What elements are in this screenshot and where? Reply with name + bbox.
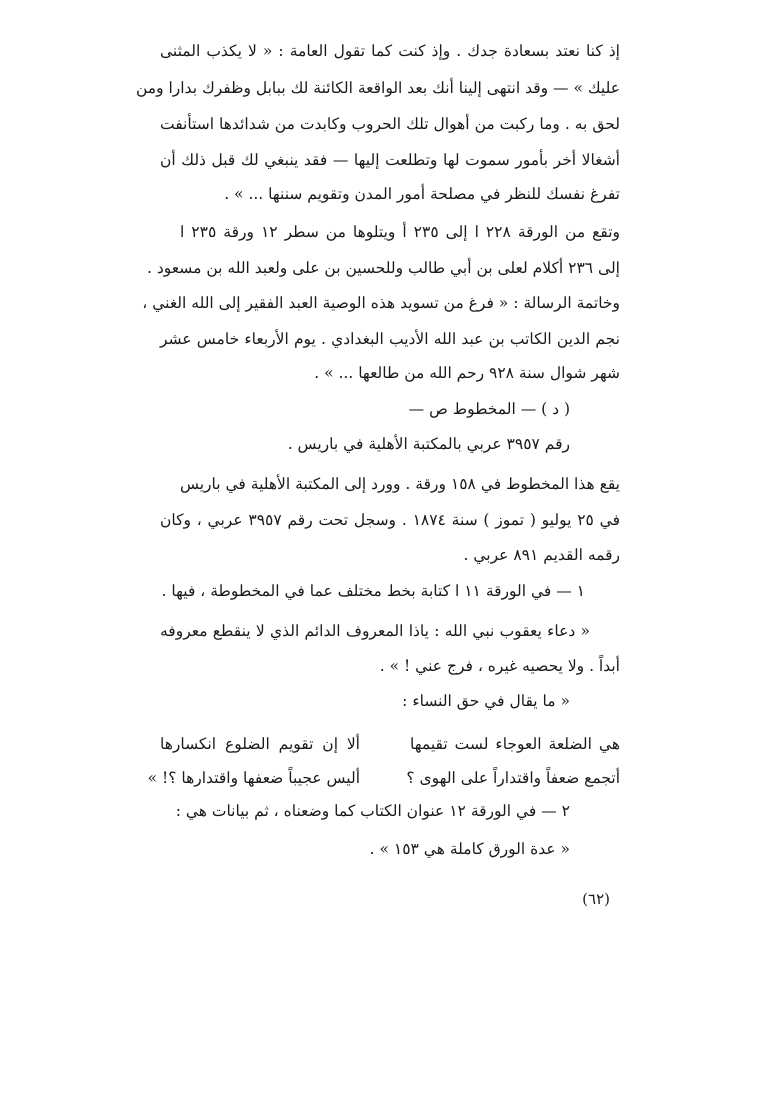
quote-1-line-2: أبداً . ولا يحصيه غيره ، فرج عني ! » . <box>379 657 620 675</box>
poem-verse-2-second: أليس عجيباً ضعفها واقتدارها ؟! » <box>147 769 360 787</box>
item-2-quote: « عدة الورق كاملة هي ١٥٣ » . <box>369 840 570 858</box>
paragraph-1-line-2: عليك » — وقد انتهى إلينا أنك بعد الواقعة الكائنة لك ببابل وظفرك بدارا ومن <box>135 79 620 97</box>
paragraph-3-line-3: شهر شوال سنة ٩٢٨ رحم الله من طالعها ... » . <box>314 364 620 382</box>
paragraph-2-line-1: وتقع من الورقة ٢٢٨ ا إلى ٢٣٥ أ ويتلوها من سطر ١٢ ورقة ٢٣٥ ا <box>180 223 621 241</box>
paragraph-1-line-4: أشغالا أخر بأمور سموت لها وتطلعت إليها — فقد ينبغي لك قبل ذلك أن <box>160 151 620 169</box>
paragraph-4-line-1: يقع هذا المخطوط في ١٥٨ ورقة . وورد إلى المكتبة الأهلية في باريس <box>179 475 620 493</box>
paragraph-1-line-5: تفرغ نفسك للنظر في مصلحة أمور المدن وتقويم سننها ... » . <box>224 185 620 203</box>
paragraph-4-line-2: في ٢٥ يوليو ( تموز ) سنة ١٨٧٤ . وسجل تحت رقم ٣٩٥٧ عربي ، وكان <box>160 511 620 529</box>
paragraph-1-line-1: إذ كنا نعتد بسعادة جدك . وإذ كنت كما تقول العامة : « لا يكذب المثنى <box>160 42 620 60</box>
section-heading: ( د ) — المخطوط ص — <box>408 400 570 418</box>
poem-verse-1-second: ألا إن تقويم الضلوع انكسارها <box>160 735 360 753</box>
manuscript-number: رقم ٣٩٥٧ عربي بالمكتبة الأهلية في باريس . <box>287 435 570 453</box>
page-number: (٦٢) <box>582 890 610 908</box>
paragraph-3-line-2: نجم الدين الكاتب بن عبد الله الأديب البغدادي . يوم الأربعاء خامس عشر <box>160 330 620 348</box>
paragraph-4-line-3: رقمه القديم ٨٩١ عربي . <box>463 546 620 564</box>
quote-1-line-1: « دعاء يعقوب نبي الله : ياذا المعروف الدائم الذي لا ينقطع معروفه <box>160 622 590 640</box>
quote-2-intro: « ما يقال في حق النساء : <box>402 692 570 710</box>
poem-verse-2-first: أتجمع ضعفاً واقتداراً على الهوى ؟ <box>406 769 620 787</box>
poem-verse-1-first: هي الضلعة العوجاء لست تقيمها <box>410 735 620 753</box>
paragraph-3-line-1: وخاتمة الرسالة : « فرغ من تسويد هذه الوصية العبد الفقير إلى الله الغني ، <box>142 294 620 312</box>
paragraph-2-line-2: إلى ٢٣٦ أكلام لعلى بن أبي طالب وللحسين بن على ولعبد الله بن مسعود . <box>147 259 620 277</box>
item-2: ٢ — في الورقة ١٢ عنوان الكتاب كما وضعناه ، ثم بيانات هي : <box>175 802 570 820</box>
paragraph-1-line-3: لحق به . وما ركبت من أهوال تلك الحروب وكابدت من شدائدها استأنفت <box>160 115 620 133</box>
item-1: ١ — في الورقة ١١ ا كتابة بخط مختلف عما في المخطوطة ، فيها . <box>161 582 585 600</box>
